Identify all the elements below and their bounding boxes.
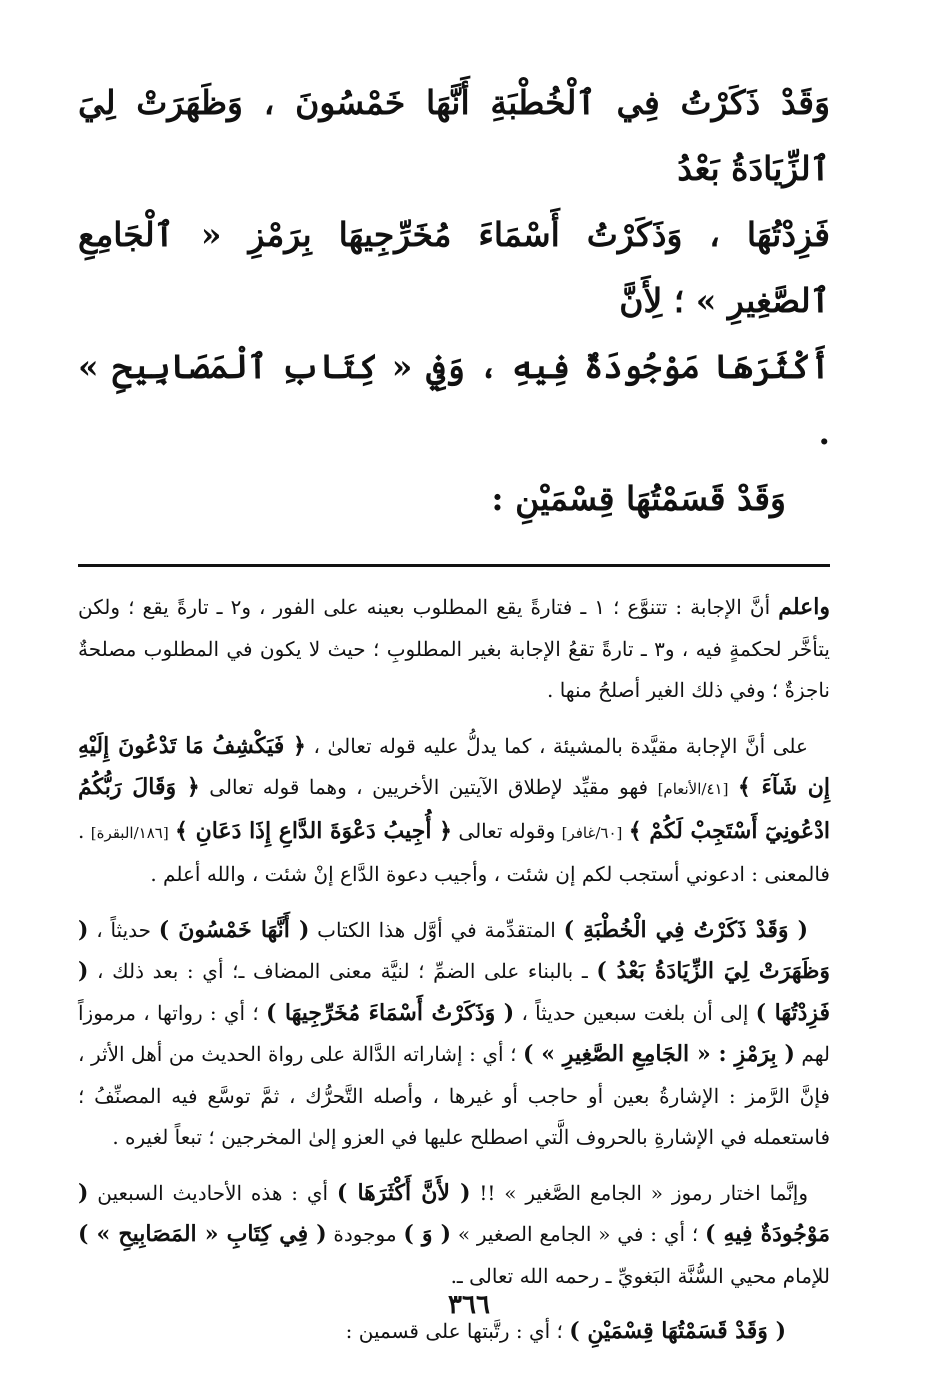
- matn-line: فَزِدْتُهَا ، وَذَكَرْتُ أَسْمَاءَ مُخَرِّجِيهَا بِرَمْزِ « ٱلْجَامِعِ ٱلصَّغِيرِ » ؛ لِأَنَّ: [78, 215, 830, 320]
- page-body: [78, 70, 830, 1367]
- commentary-paragraph: [78, 587, 830, 712]
- matn-quote: ( وَذَكَرْتُ أَسْمَاءَ مُخَرِّجِيهَا ): [265, 999, 515, 1026]
- matn-quote: ( فَزِدْتُهَا ): [78, 958, 831, 1026]
- paragraph-text: على أنَّ الإجابة مقيَّدة بالمشيئة ، كما يدلُّ عليه قوله تعالىٰ ،: [313, 733, 808, 758]
- paragraph-text: أنَّ الإجابة : تتنوَّع ؛ ١ ـ فتارةً يقع المطلوب بعينه على الفور ، و٢ ـ تارةً يقع ؛ ولكن يتأخَّر لحكمةٍ فيه ، و٣ ـ تارةً تقعُ الإجابة بغير المطلوبِ ؛ حيث لا يكون في المطلوب مصلحةٌ ناجزةٌ ؛ وفي ذلك الغير أصلحُ منها .: [78, 595, 830, 702]
- lead-word: واعلم: [778, 594, 830, 620]
- matn-quote: ( أَنَّهَا خَمْسُونَ ): [158, 916, 310, 943]
- verse-reference: [٦٠/غافر]: [561, 823, 623, 842]
- commentary-paragraph: [78, 726, 830, 896]
- quran-verse: ﴿ فَيَكْشِفُ مَا تَدْعُونَ إِلَيْهِ إِن شَآءَ ﴾: [78, 732, 831, 800]
- paragraph-text: حديثاً ،: [96, 917, 151, 942]
- paragraph-text: إلى أن بلغت سبعين حديثاً ،: [521, 1000, 749, 1025]
- verse-reference: [٤١/الأنعام]: [657, 780, 729, 798]
- commentary-section: [78, 587, 830, 1353]
- paragraph-text: المتقدِّمة في أوَّل هذا الكتاب: [317, 917, 556, 942]
- commentary-paragraph: [78, 910, 830, 1159]
- paragraph-text: ؛ أي : رتَّبتها على قسمين :: [345, 1319, 563, 1343]
- paragraph-text: للإمام محيي السُّنَّة البَغويِّ ـ رحمه الله تعالى ـ.: [450, 1263, 830, 1288]
- matn-quote: ( مَوْجُودَةٌ فِيهِ ): [78, 1179, 831, 1247]
- paragraph-text: ؛ أي : إشاراته الدَّالة على رواة الحديث من أهل الأثر ، فإنَّ الرَّمز : الإشارةُ بعين أو حاجب أو غيرها ، وأصله التَّحرُّك ، ثمَّ توسَّع فيه المصنِّفُ ؛ فاستعمله في الإشارةِ بالحروف الَّتي اصطلح عليها في العزو إلىٰ المخرجين ؛ تبعاً لغيره .: [78, 1042, 830, 1149]
- verse-reference: [١٨٦/البقرة]: [90, 823, 169, 842]
- paragraph-text: موجودة: [333, 1222, 397, 1246]
- matn-line: أَكْثَرَهَا مَوْجُودَةٌ فِيهِ ، وَفِي « كِتَابِ ٱلْمَصَابِيحِ » .: [78, 347, 830, 452]
- paragraph-text: . فالمعنى : ادعوني أستجب لكم إن شئت ، وأجيب دعوة الدَّاع إنْ شئت ، والله أعلم .: [78, 818, 830, 886]
- divider-line: [78, 564, 830, 567]
- matn-line: وَقَدْ ذَكَرْتُ فِي ٱلْخُطْبَةِ أَنَّهَا خَمْسُونَ ، وَظَهَرَتْ لِيَ ٱلزِّيَادَةُ بَعْدُ: [78, 83, 830, 188]
- matn-quote: ( وَقَدْ قَسَمْتُهَا قِسْمَيْنِ ): [569, 1318, 786, 1344]
- quran-verse: ﴿ وَقَالَ رَبُّكُمُ ادْعُونِيٓ أَسْتَجِبْ لَكُمْ ﴾: [78, 774, 831, 844]
- paragraph-text: وإنَّما اختار رموز « الجامع الصَّغير » !!: [479, 1180, 809, 1205]
- page-number: ٣٦٦: [448, 1290, 490, 1320]
- paragraph-text: وقوله تعالى: [458, 818, 556, 843]
- paragraph-text: ؛ أي : رواتها ، مرموزاً لهم: [78, 1000, 831, 1066]
- paragraph-text: ؛ أي : في « الجامع الصغير »: [457, 1222, 699, 1246]
- paragraph-text: ـ بالبناء على الضمِّ ؛ لنيَّة معنى المضاف ـ؛ أي : بعد ذلك ،: [97, 959, 588, 983]
- matn-line: وَقَدْ قَسَمْتُهَا قِسْمَيْنِ :: [491, 479, 786, 518]
- paragraph-text: أي : هذه الأحاديث السبعين: [97, 1180, 329, 1205]
- matn-quote: ( فِي كِتَابِ « المَصَابِيحِ » ): [78, 1221, 327, 1247]
- quran-verse: ﴿ أُجِيبُ دَعْوَةَ الدَّاعِ إِذَا دَعَانِ ﴾: [175, 817, 453, 844]
- matn-quote: ( لأَنَّ أَكْثَرَهَا ): [336, 1179, 471, 1206]
- paragraph-text: فهو مقيِّد لإطلاق الآيتين الأخريين ، وهما قوله تعالى: [209, 775, 649, 799]
- commentary-paragraph: [78, 1173, 830, 1298]
- matn-quote: ( بِرَمْزِ : « الجَامِعِ الصَّغِيرِ » ): [523, 1041, 795, 1067]
- matn-quote: ( وَقَدْ ذَكَرْتُ فِي الْخُطْبَةِ ): [563, 916, 808, 943]
- matn-quote: ( وَظَهَرَتْ لِيَ الزِّيَادَةُ بَعْدُ ): [78, 916, 830, 984]
- matn-text: [78, 70, 830, 532]
- matn-quote: ( وَ ): [403, 1221, 452, 1247]
